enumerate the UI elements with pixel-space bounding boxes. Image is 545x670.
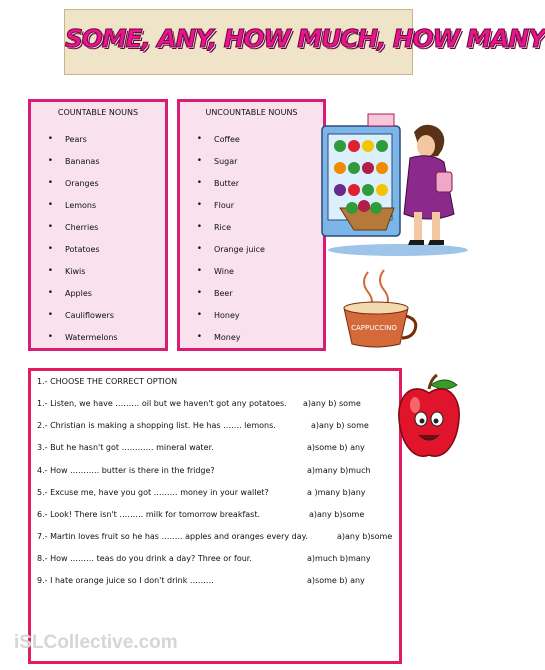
answer-options: a)any b)some xyxy=(309,510,365,519)
bullet-icon: • xyxy=(196,178,202,188)
watermark: iSLCollective.com xyxy=(14,632,178,653)
bullet-icon: • xyxy=(47,244,53,254)
bullet-icon: • xyxy=(47,332,53,342)
exercise-question xyxy=(31,466,399,480)
list-item xyxy=(180,172,323,194)
list-item xyxy=(31,150,165,172)
list-item xyxy=(180,260,323,282)
exercise-question xyxy=(31,488,399,502)
answer-options: a )many b)any xyxy=(307,488,366,497)
bullet-icon: • xyxy=(196,200,202,210)
question-text: 5.- Excuse me, have you got ……… money in your wallet? xyxy=(37,488,269,497)
noun-label: Bananas xyxy=(65,156,100,166)
list-item xyxy=(180,128,323,150)
worksheet-title: SOME, ANY, HOW MUCH, HOW MANY xyxy=(65,24,545,53)
bullet-icon: • xyxy=(47,134,53,144)
question-text: 1.- Listen, we have ……… oil but we haven't got any potatoes. xyxy=(37,399,287,408)
title-banner xyxy=(64,9,545,75)
fridge-shopper-illustration xyxy=(318,112,466,257)
uncountable-nouns-box xyxy=(177,99,326,351)
answer-options: a)any b)some xyxy=(337,532,393,541)
noun-label: Cherries xyxy=(65,222,99,232)
bullet-icon: • xyxy=(47,288,53,298)
uncountable-nouns-list xyxy=(180,128,323,348)
noun-label: Beer xyxy=(214,288,233,298)
noun-label: Money xyxy=(214,332,241,342)
noun-label: Cauliflowers xyxy=(65,310,114,320)
noun-label: Pears xyxy=(65,134,87,144)
noun-label: Flour xyxy=(214,200,235,210)
list-item xyxy=(180,194,323,216)
question-text: 2.- Christian is making a shopping list. He has ……. lemons. xyxy=(37,421,276,430)
question-text: 7.- Martin loves fruit so he has …….. apples and oranges every day. xyxy=(37,532,308,541)
list-item xyxy=(31,282,165,304)
bullet-icon: • xyxy=(196,244,202,254)
question-text: 6.- Look! There isn't ……… milk for tomorrow breakfast. xyxy=(37,510,261,519)
list-item xyxy=(31,216,165,238)
answer-options: a)some b) any xyxy=(307,576,365,585)
cup-label: CAPPUCCINO xyxy=(351,324,397,332)
bullet-icon: • xyxy=(196,288,202,298)
list-item xyxy=(180,304,323,326)
noun-label: Orange juice xyxy=(214,244,265,254)
noun-label: Oranges xyxy=(65,178,99,188)
countable-nouns-heading: COUNTABLE NOUNS xyxy=(57,108,139,117)
bullet-icon: • xyxy=(196,156,202,166)
bullet-icon: • xyxy=(196,134,202,144)
countable-nouns-box xyxy=(28,99,168,351)
list-item xyxy=(31,172,165,194)
apple-icon xyxy=(399,389,459,456)
list-item xyxy=(180,282,323,304)
noun-label: Rice xyxy=(214,222,232,232)
bullet-icon: • xyxy=(47,156,53,166)
exercise-question xyxy=(31,576,399,590)
bullet-icon: • xyxy=(47,178,53,188)
answer-options: a)some b) any xyxy=(307,443,365,452)
noun-label: Apples xyxy=(65,288,92,298)
bullet-icon: • xyxy=(47,200,53,210)
bullet-icon: • xyxy=(47,266,53,276)
list-item xyxy=(31,304,165,326)
noun-label: Wine xyxy=(214,266,234,276)
uncountable-nouns-heading: UNCOUNTABLE NOUNS xyxy=(205,108,298,117)
sale-sign-icon xyxy=(368,114,394,126)
answer-options: a)any b) some xyxy=(303,399,361,408)
noun-label: Coffee xyxy=(214,134,240,144)
list-item xyxy=(180,216,323,238)
exercise-title: 1.- CHOOSE THE CORRECT OPTION xyxy=(37,377,178,386)
answer-options: a)any b) some xyxy=(311,421,369,430)
list-item xyxy=(31,238,165,260)
answer-options: a)many b)much xyxy=(307,466,371,475)
list-item xyxy=(180,326,323,348)
list-item xyxy=(31,326,165,348)
exercise-question xyxy=(31,399,399,413)
list-item xyxy=(180,238,323,260)
bullet-icon: • xyxy=(47,310,53,320)
noun-label: Watermelons xyxy=(65,332,118,342)
floor-shadow xyxy=(328,244,468,256)
question-text: 9.- I hate orange juice so I don't drink ……… xyxy=(37,576,214,585)
countable-nouns-list xyxy=(31,128,165,348)
noun-label: Sugar xyxy=(214,156,238,166)
noun-label: Kiwis xyxy=(65,266,86,276)
bullet-icon: • xyxy=(196,310,202,320)
noun-label: Honey xyxy=(214,310,240,320)
exercise-question xyxy=(31,554,399,568)
exercise-question xyxy=(31,421,399,435)
bullet-icon: • xyxy=(196,332,202,342)
noun-label: Lemons xyxy=(65,200,97,210)
list-item xyxy=(31,260,165,282)
leaf-icon xyxy=(431,380,457,389)
noun-label: Butter xyxy=(214,178,240,188)
bullet-icon: • xyxy=(47,222,53,232)
cappuccino-cup-illustration xyxy=(338,268,420,350)
question-text: 4.- How ……….. butter is there in the fridge? xyxy=(37,466,215,475)
exercise-question xyxy=(31,510,399,524)
bullet-icon: • xyxy=(196,222,202,232)
list-item xyxy=(180,150,323,172)
exercise-question xyxy=(31,532,399,546)
question-text: 3.- But he hasn't got ………… mineral water. xyxy=(37,443,214,452)
list-item xyxy=(31,128,165,150)
exercise-question xyxy=(31,443,399,457)
list-item xyxy=(31,194,165,216)
bullet-icon: • xyxy=(196,266,202,276)
exercise-box xyxy=(28,368,402,664)
apple-character-illustration xyxy=(397,375,461,465)
answer-options: a)much b)many xyxy=(307,554,371,563)
noun-label: Potatoes xyxy=(65,244,100,254)
question-text: 8.- How ……… teas do you drink a day? Three or four. xyxy=(37,554,252,563)
